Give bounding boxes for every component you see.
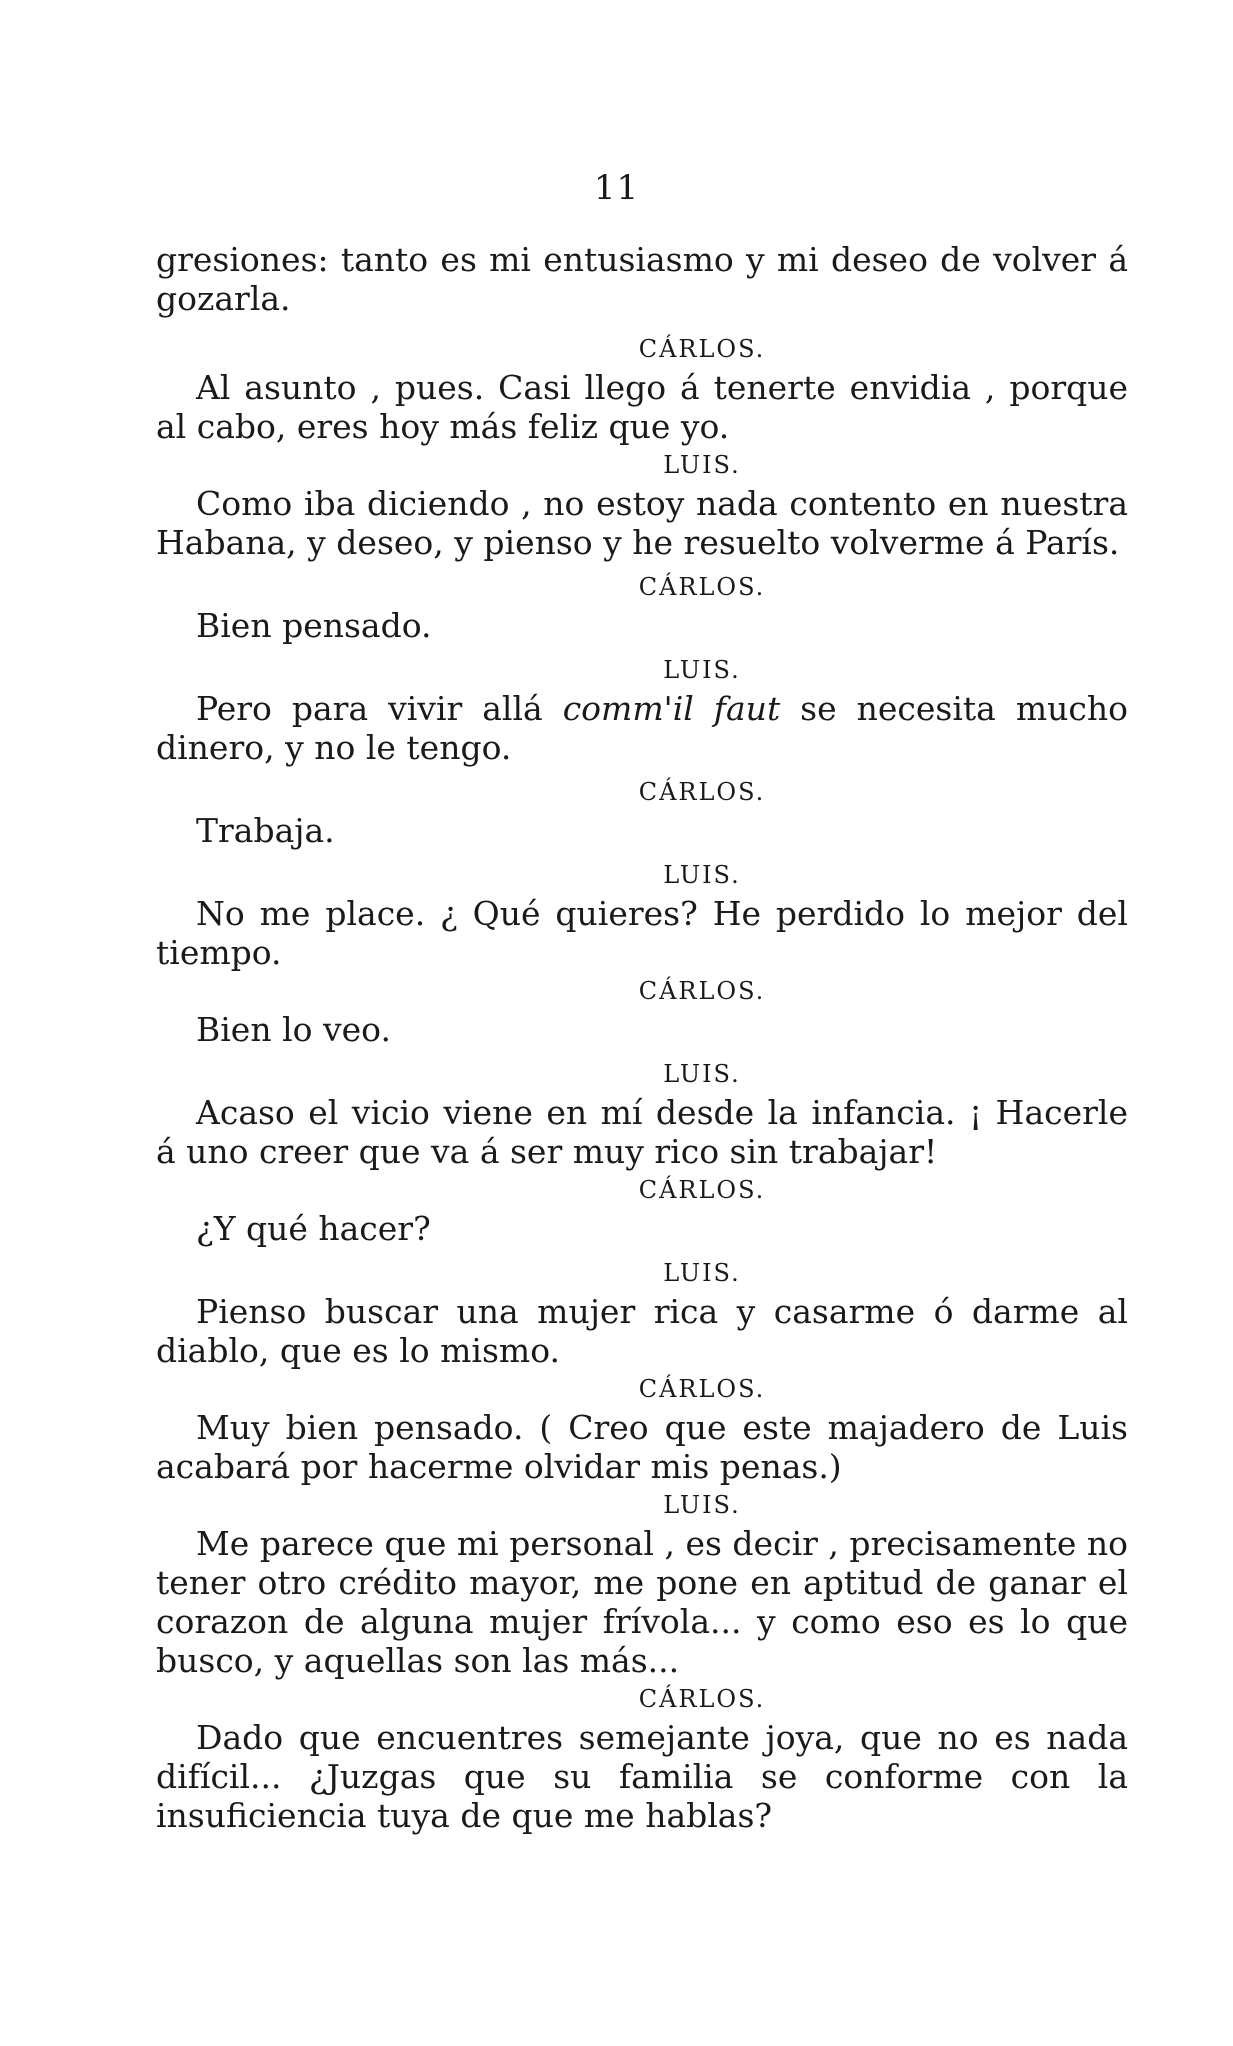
speech-paragraph: Al asunto , pues. Casi llego á tenerte envidia , porque al cabo, eres hoy más feliz que yo.: [156, 368, 1128, 446]
speech-paragraph: Acaso el vicio viene en mí desde la infancia. ¡ Hacerle á uno creer que va á ser muy rico sin trabajar!: [156, 1093, 1128, 1171]
speaker-label: CÁRLOS.: [638, 778, 766, 806]
speaker-label: LUIS.: [663, 451, 741, 479]
speaker-label: LUIS.: [663, 861, 741, 889]
speech-paragraph: ¿Y qué hacer?: [196, 1209, 431, 1248]
speaker-label: CÁRLOS.: [638, 573, 766, 601]
speech-paragraph: No me place. ¿ Qué quieres? He perdido lo mejor del tiempo.: [156, 894, 1128, 972]
speaker-label: LUIS.: [663, 1060, 741, 1088]
speech-paragraph: Bien pensado.: [196, 606, 432, 645]
speech-paragraph: [156, 689, 1128, 767]
speech-paragraph: Bien lo veo.: [196, 1010, 391, 1049]
page-text: [156, 240, 1128, 1835]
page-number: 11: [593, 168, 640, 208]
speaker-label: LUIS.: [663, 1491, 741, 1519]
speaker-label: LUIS.: [663, 656, 741, 684]
speaker-label: CÁRLOS.: [638, 977, 766, 1005]
speech-paragraph: Me parece que mi personal , es decir , precisamente no tener otro crédito mayor, me pone en aptitud de ganar el corazon de alguna mujer frívola... y como eso es lo que busco, y aquellas son las más...: [156, 1524, 1128, 1680]
speech-paragraph: Dado que encuentres semejante joya, que no es nada difícil... ¿Juzgas que su familia se conforme con la insuficiencia tuya de que me hablas?: [156, 1718, 1128, 1835]
speaker-label: CÁRLOS.: [638, 335, 766, 363]
speech-paragraph: Muy bien pensado. ( Creo que este majadero de Luis acabará por hacerme olvidar mis penas.): [156, 1408, 1128, 1486]
speech-text: se necesita mucho dinero, y no le tengo.: [156, 689, 1128, 767]
speech-text: Pero para vivir allá: [196, 689, 563, 728]
speech-paragraph: Como iba diciendo , no estoy nada contento en nuestra Habana, y deseo, y pienso y he resuelto volverme á París.: [156, 484, 1128, 562]
speaker-label: LUIS.: [663, 1259, 741, 1287]
italic-phrase: comm'il faut: [562, 689, 781, 728]
speech-paragraph: Trabaja.: [196, 811, 335, 850]
speaker-label: CÁRLOS.: [638, 1375, 766, 1403]
speaker-label: CÁRLOS.: [638, 1176, 766, 1204]
continuation-paragraph: gresiones: tanto es mi entusiasmo y mi deseo de volver á gozarla.: [156, 240, 1128, 318]
speech-paragraph: Pienso buscar una mujer rica y casarme ó darme al diablo, que es lo mismo.: [156, 1292, 1128, 1370]
speaker-label: CÁRLOS.: [638, 1685, 766, 1713]
